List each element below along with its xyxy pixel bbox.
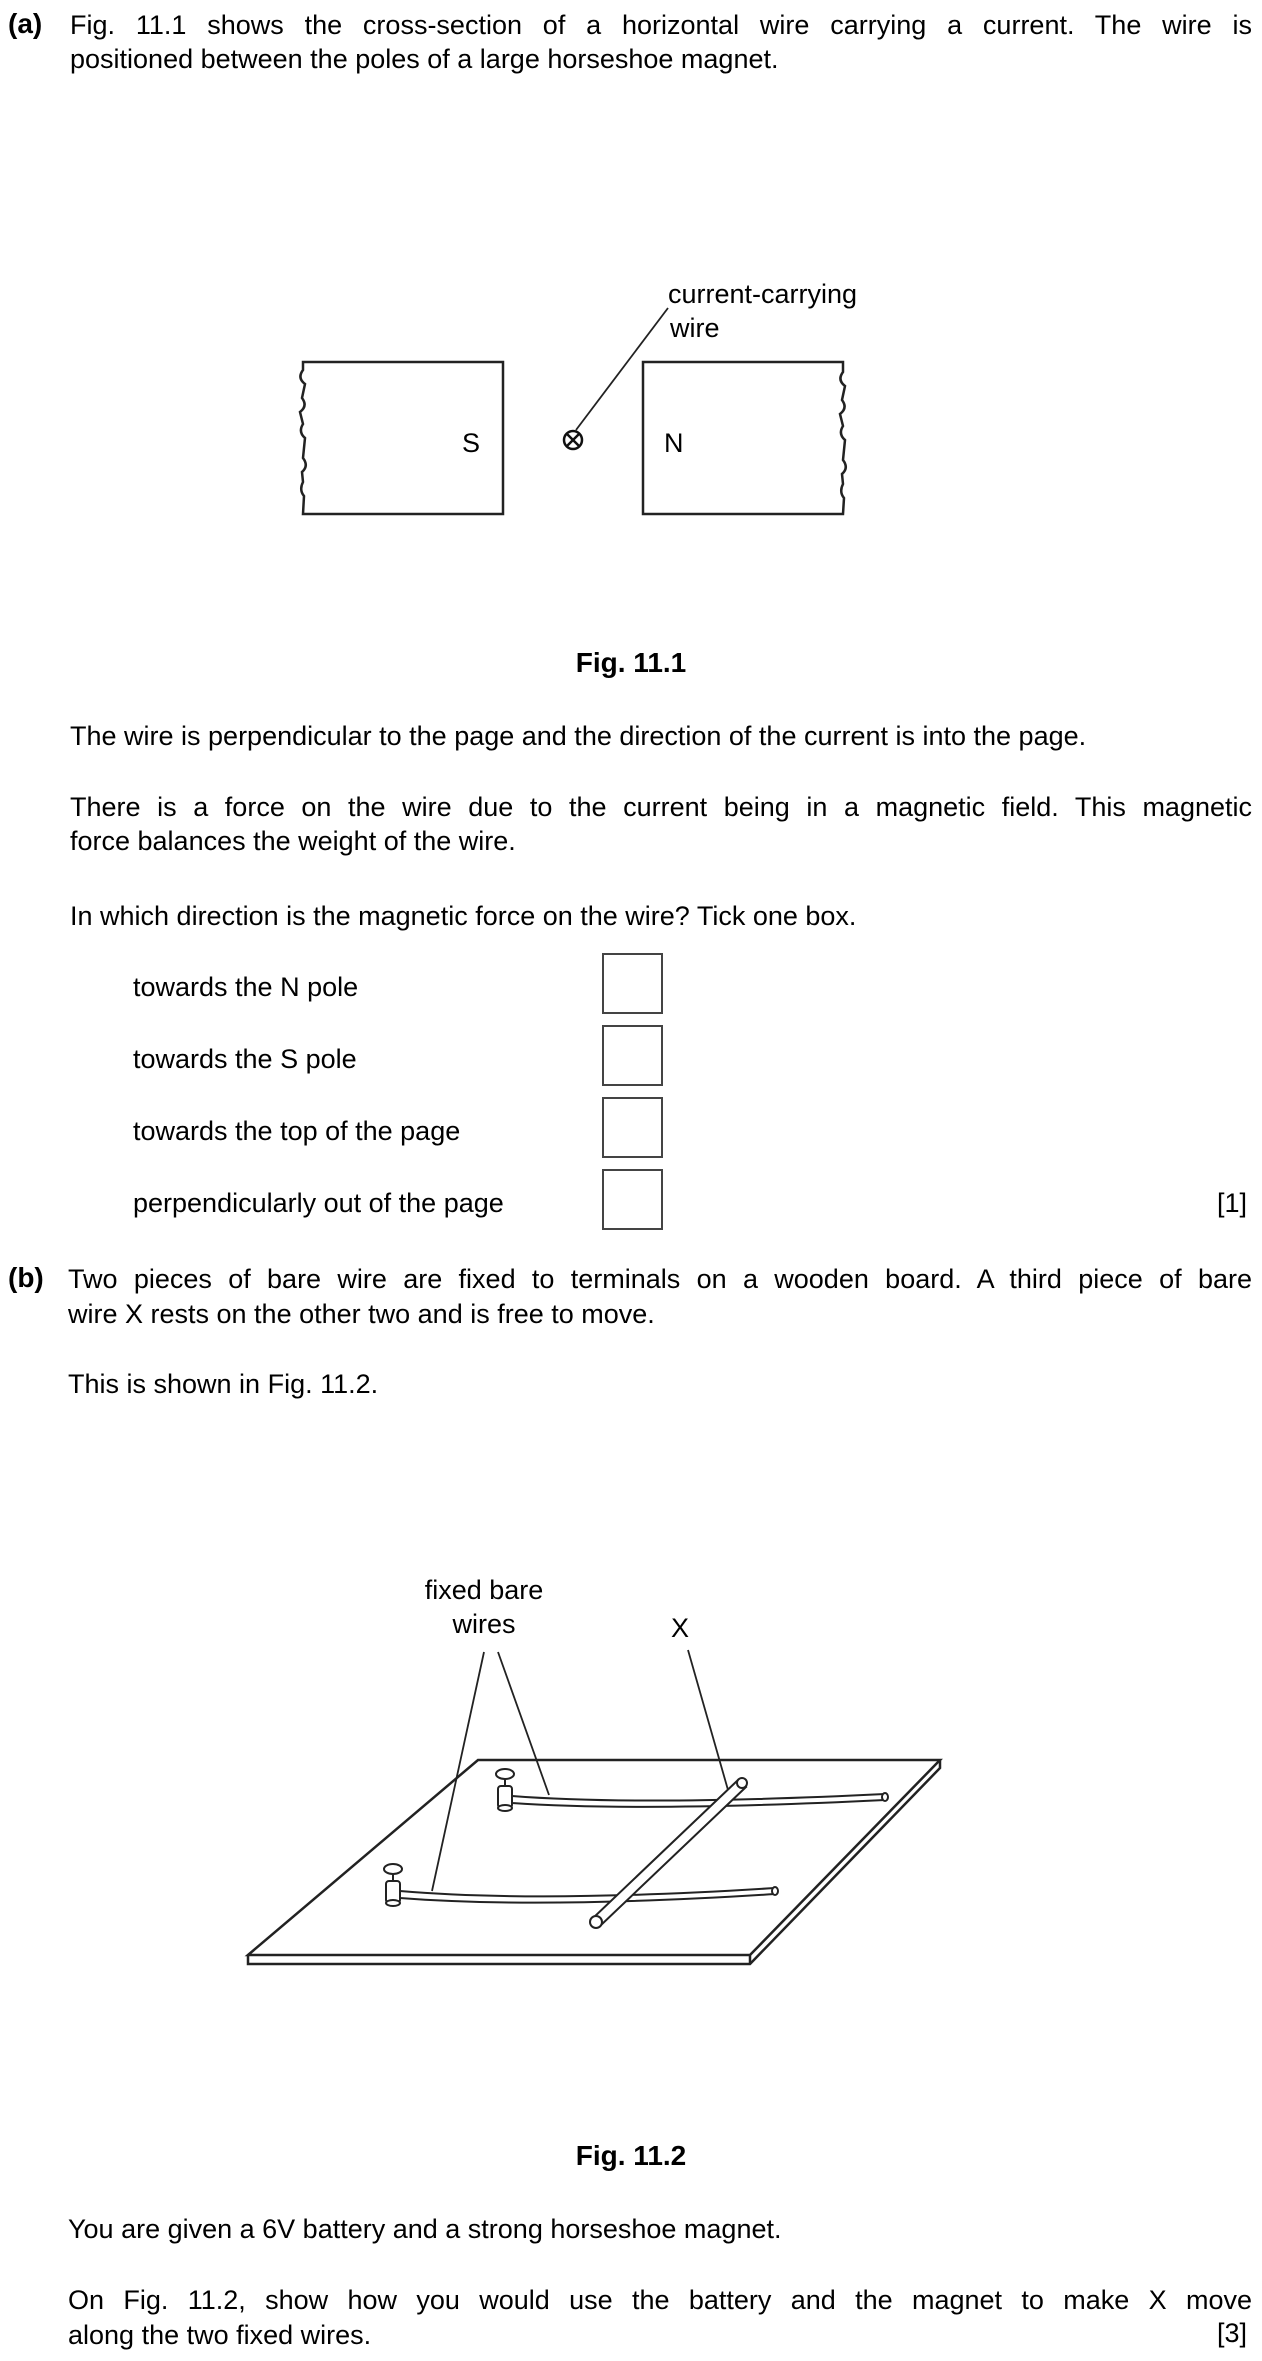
part-a-intro-line2: positioned between the poles of a large horseshoe magnet. bbox=[70, 44, 779, 74]
part-a-label: (a) bbox=[8, 8, 43, 39]
part-a-para2-line2: force balances the weight of the wire. bbox=[70, 826, 516, 856]
part-b-shown-text: This is shown in Fig. 11.2. bbox=[68, 1369, 379, 1399]
wire-label-line2: wire bbox=[670, 313, 720, 343]
terminal-back bbox=[496, 1769, 514, 1811]
part-b-intro-line1: Two pieces of bare wire are fixed to terminals on a wooden board. A third piece of bare bbox=[68, 1264, 1252, 1294]
option-label-top-of-page: towards the top of the page bbox=[133, 1116, 461, 1146]
part-b-task-line1: On Fig. 11.2, show how you would use the battery and the magnet to make X move bbox=[68, 2285, 1252, 2315]
tick-box-n-pole[interactable] bbox=[602, 953, 663, 1014]
option-label-s-pole: towards the S pole bbox=[133, 1044, 357, 1074]
wire-leader-line bbox=[576, 308, 668, 430]
option-label-out-of-page: perpendicularly out of the page bbox=[133, 1188, 504, 1218]
fig-11-2-caption: Fig. 11.2 bbox=[575, 2140, 687, 2171]
fixed-wires-label-line2: wires bbox=[452, 1609, 516, 1639]
part-b-given-text: You are given a 6V battery and a strong horseshoe magnet. bbox=[68, 2214, 782, 2244]
figure-11-1 bbox=[0, 270, 1262, 540]
part-a-question: In which direction is the magnetic force on the wire? Tick one box. bbox=[70, 901, 857, 931]
wire-into-page-icon bbox=[564, 431, 582, 449]
part-a-intro-line1: Fig. 11.1 shows the cross-section of a horizontal wire carrying a current. The wire is bbox=[70, 10, 1252, 40]
pole-s-label: S bbox=[462, 428, 481, 458]
part-b-task-line2: along the two fixed wires. bbox=[68, 2320, 372, 2350]
terminal-front bbox=[384, 1864, 402, 1906]
option-label-n-pole: towards the N pole bbox=[133, 972, 359, 1002]
pole-n-label: N bbox=[664, 428, 684, 458]
part-a-para2-line1: There is a force on the wire due to the current being in a magnetic field. This magnetic bbox=[70, 792, 1252, 822]
tick-box-s-pole[interactable] bbox=[602, 1025, 663, 1086]
part-b-intro-line2: wire X rests on the other two and is free to move. bbox=[68, 1299, 655, 1329]
part-b-marks: [3] bbox=[1217, 2318, 1248, 2348]
fig-11-1-caption: Fig. 11.1 bbox=[575, 647, 687, 678]
fixed-wires-label-line1: fixed bare bbox=[424, 1575, 544, 1605]
part-a-para1: The wire is perpendicular to the page and the direction of the current is into the page. bbox=[70, 721, 1087, 751]
tick-box-top-of-page[interactable] bbox=[602, 1097, 663, 1158]
part-a-marks: [1] bbox=[1217, 1188, 1248, 1218]
figure-11-2 bbox=[0, 1540, 1262, 1980]
wire-label-line1: current-carrying bbox=[668, 279, 858, 309]
x-label: X bbox=[670, 1613, 690, 1643]
part-b-label: (b) bbox=[8, 1262, 44, 1293]
tick-box-out-of-page[interactable] bbox=[602, 1169, 663, 1230]
wooden-board bbox=[248, 1760, 940, 1964]
